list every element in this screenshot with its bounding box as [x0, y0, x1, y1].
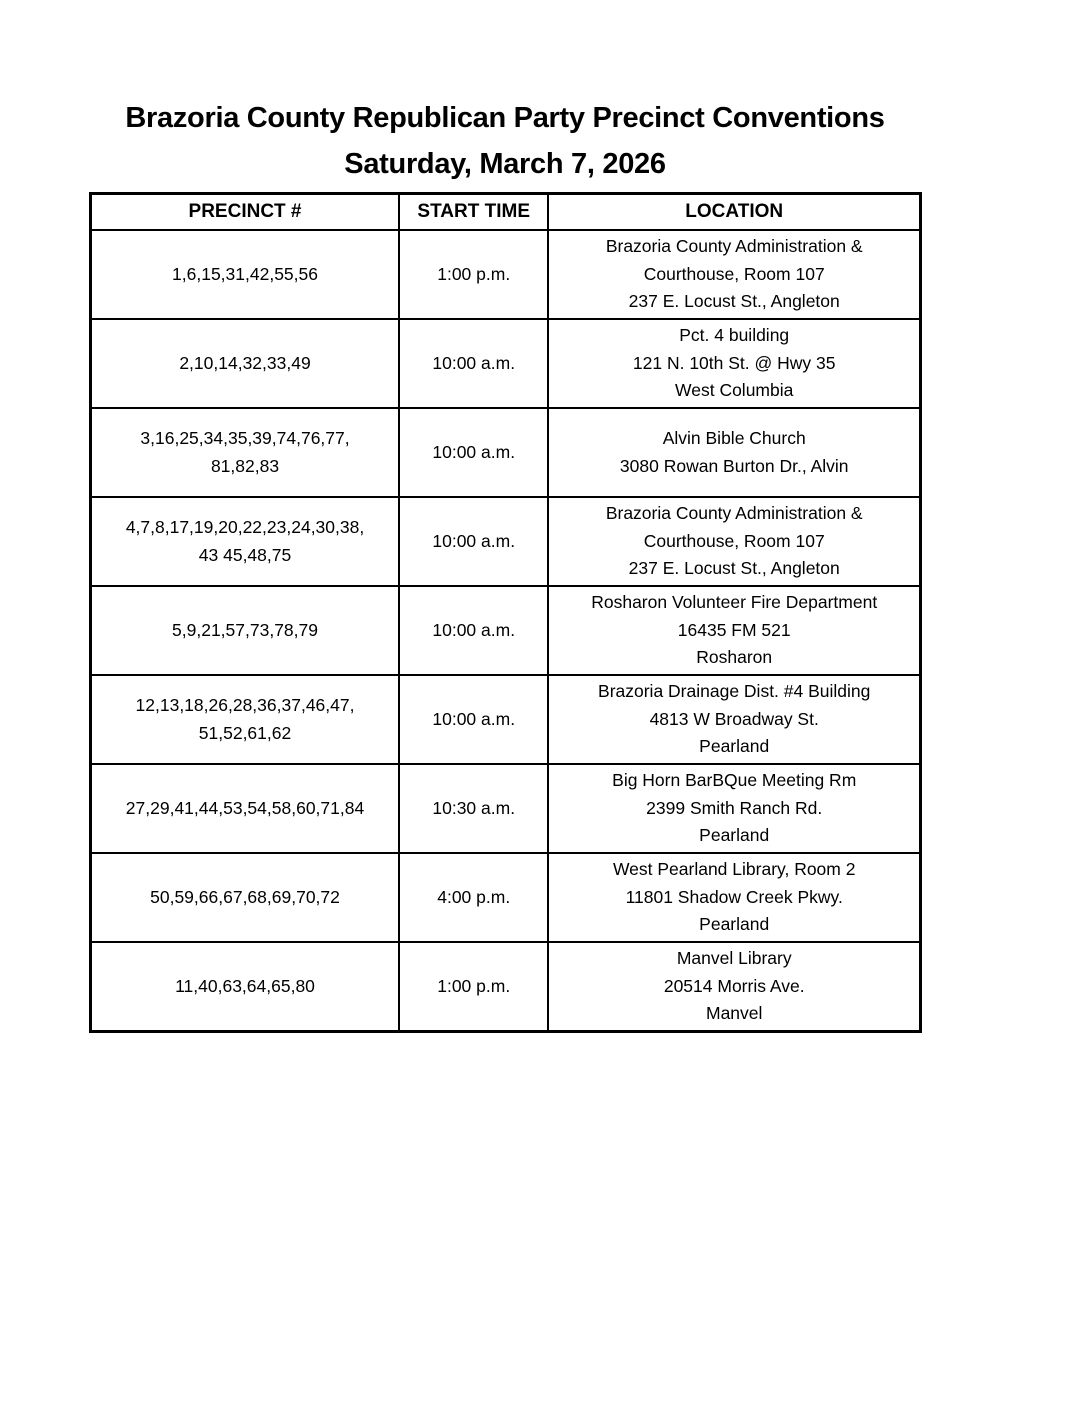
precinct-cell	[91, 586, 400, 675]
precinct-cell-line: 51,52,61,62	[198, 722, 292, 743]
precinct-cell-line: 4,7,8,17,19,20,22,23,24,30,38,	[125, 517, 365, 537]
precinct-cell	[91, 675, 400, 764]
location-cell-line: 16435 FM 521	[677, 619, 791, 640]
location-cell	[548, 853, 920, 942]
precinct-cell	[91, 408, 400, 497]
precinct-cell-line: 50,59,66,67,68,69,70,72	[150, 886, 340, 907]
location-cell-line: Pearland	[699, 736, 770, 757]
table-row	[91, 675, 921, 764]
location-cell-line: Pct. 4 building	[679, 325, 790, 346]
start-time-cell: 10:00 a.m.	[399, 586, 548, 675]
table-row	[91, 408, 921, 497]
location-cell-line: Brazoria County Administration &	[605, 503, 863, 524]
precinct-cell-line: 2,10,14,32,33,49	[179, 352, 311, 373]
location-cell	[548, 586, 920, 675]
location-cell-line: 2399 Smith Ranch Rd.	[646, 797, 823, 818]
table-row	[91, 853, 921, 942]
header-location: LOCATION	[548, 194, 920, 231]
precinct-cell	[91, 764, 400, 853]
precinct-cell-line: 5,9,21,57,73,78,79	[172, 619, 318, 640]
precinct-cell-line: 81,82,83	[210, 455, 280, 476]
page-title: Brazoria County Republican Party Precinct Conventions	[125, 102, 885, 134]
table-row	[91, 764, 921, 853]
location-cell-line: Pearland	[699, 825, 770, 846]
start-time-cell: 10:00 a.m.	[399, 319, 548, 408]
location-cell-line: 237 E. Locust St., Angleton	[628, 291, 840, 312]
conventions-table	[89, 192, 922, 1033]
location-cell-line: 121 N. 10th St. @ Hwy 35	[632, 352, 836, 373]
start-time-cell: 4:00 p.m.	[399, 853, 548, 942]
location-cell	[548, 497, 920, 586]
table-row	[91, 230, 921, 319]
location-cell-line: Manvel	[706, 1003, 763, 1024]
table-row	[91, 586, 921, 675]
precinct-cell-line: 11,40,63,64,65,80	[175, 975, 315, 996]
header-start-time: START TIME	[399, 194, 548, 231]
location-cell-line: 237 E. Locust St., Angleton	[628, 558, 840, 579]
location-cell-line: Big Horn BarBQue Meeting Rm	[612, 770, 857, 791]
precinct-cell	[91, 497, 400, 586]
location-cell-line: Courthouse, Room 107	[643, 530, 825, 551]
start-time-cell: 10:30 a.m.	[399, 764, 548, 853]
table-row	[91, 942, 921, 1032]
precinct-cell-line: 1,6,15,31,42,55,56	[172, 263, 318, 284]
table-header-row	[91, 194, 921, 231]
location-cell	[548, 764, 920, 853]
start-time-cell: 1:00 p.m.	[399, 942, 548, 1032]
location-cell-line: Manvel Library	[676, 948, 792, 969]
start-time-cell: 10:00 a.m.	[399, 675, 548, 764]
header-precinct: PRECINCT #	[91, 194, 400, 231]
location-cell-line: Alvin Bible Church	[662, 428, 806, 448]
location-cell-line: 20514 Morris Ave.	[663, 975, 805, 996]
location-cell-line: 4813 W Broadway St.	[649, 708, 819, 729]
location-cell	[548, 319, 920, 408]
precinct-cell	[91, 319, 400, 408]
location-cell-line: Brazoria County Administration &	[605, 236, 863, 257]
location-cell-line: West Columbia	[675, 380, 794, 401]
location-cell-line: 3080 Rowan Burton Dr., Alvin	[619, 455, 849, 476]
precinct-cell-line: 43 45,48,75	[198, 544, 292, 565]
start-time-cell: 10:00 a.m.	[399, 497, 548, 586]
precinct-cell-line: 27,29,41,44,53,54,58,60,71,84	[125, 797, 365, 818]
precinct-cell	[91, 942, 400, 1032]
location-cell-line: Pearland	[699, 914, 770, 935]
location-cell-line: Courthouse, Room 107	[643, 263, 825, 284]
precinct-cell-line: 3,16,25,34,35,39,74,76,77,	[140, 428, 350, 448]
location-cell	[548, 408, 920, 497]
start-time-cell: 1:00 p.m.	[399, 230, 548, 319]
location-cell-line: West Pearland Library, Room 2	[612, 859, 856, 880]
precinct-cell-line: 12,13,18,26,28,36,37,46,47,	[135, 695, 355, 715]
table-row	[91, 497, 921, 586]
location-cell-line: Rosharon	[696, 647, 773, 668]
location-cell-line: Rosharon Volunteer Fire Department	[591, 592, 878, 613]
location-cell-line: Brazoria Drainage Dist. #4 Building	[598, 681, 871, 702]
location-cell-line: 11801 Shadow Creek Pkwy.	[625, 886, 843, 907]
location-cell	[548, 675, 920, 764]
start-time-cell: 10:00 a.m.	[399, 408, 548, 497]
precinct-cell	[91, 853, 400, 942]
page-subtitle-date: Saturday, March 7, 2026	[344, 148, 666, 180]
table-row	[91, 319, 921, 408]
location-cell	[548, 942, 920, 1032]
precinct-cell	[91, 230, 400, 319]
location-cell	[548, 230, 920, 319]
